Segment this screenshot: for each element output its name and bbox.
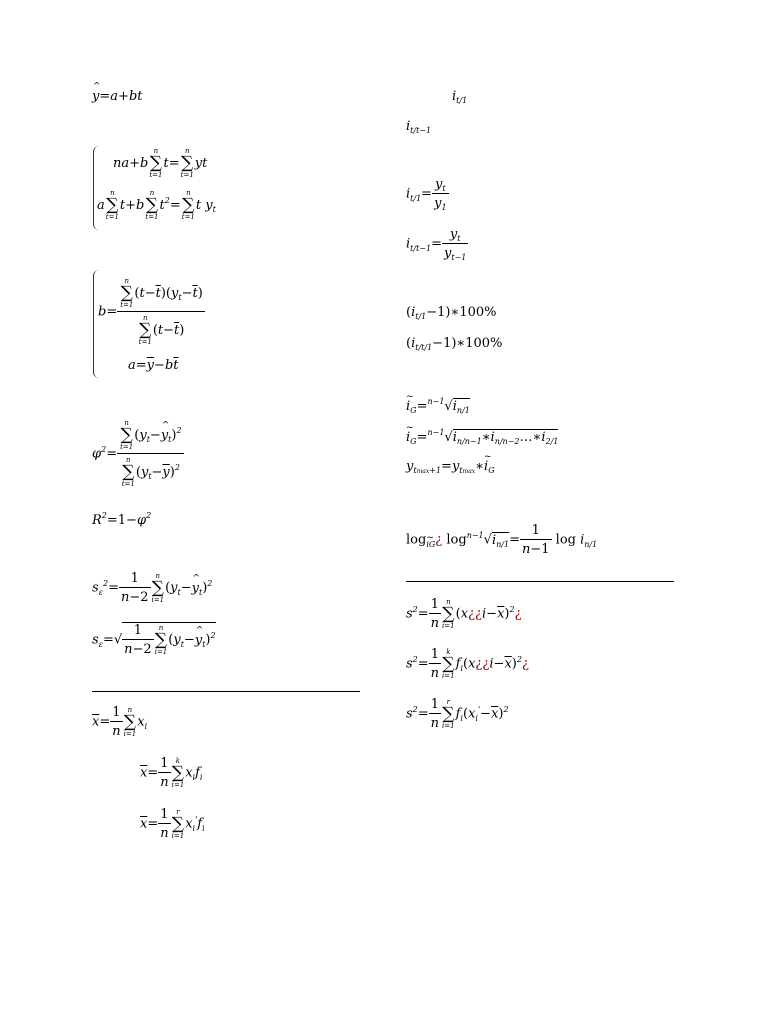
right-divider xyxy=(406,581,674,582)
chain-index-prev-label: $i_{t/t-1}$ xyxy=(406,119,432,135)
variance-formula-1: $s^2=$ $\frac{1}{n}$ n ∑ i=1 $(x¿¿i-\overline{x})^2¿$ xyxy=(406,597,522,631)
geom-mean-formula-2: ~ $i_G=^{n-1}√i_{n/n-1}∗i_{n/n-2}\dots∗i_{2/1}$ xyxy=(406,429,558,444)
forecast-formula: $y_{tmax+1}=y_{tmax}∗\sim$ $i_G$ xyxy=(406,460,495,473)
normal-equation-2: a n ∑ t=1 t+b n ∑ t=1 $t^2=$ n ∑ t=1 t $y_t$ xyxy=(97,189,216,221)
mean-simple-formula: $\overline{x}=$ $\frac{1}{n}$ n ∑ i=1 $x_i$ xyxy=(92,705,148,739)
variance-formula-3: $s^2=$ $\frac{1}{n}$ r ∑ i=1 $f_i(x_i'-\overline{x})^2$ xyxy=(406,697,509,731)
residual-variance-formula: $s_\varepsilon^2=$ $\frac{1}{n-2}$ n ∑ i=1 ($y_t-\^{}$ $y_t)^2$ xyxy=(92,572,212,604)
variance-formula-2: $s^2=$ $\frac{1}{n}$ k ∑ i=1 $f_i(x¿¿i-\overline{x})^2¿$ xyxy=(406,647,529,681)
percent-chain-formula: $(i_{t/t/1}-1)∗100\%$ xyxy=(406,336,503,352)
regression-line-formula: ^ y=a+bt xyxy=(92,90,142,103)
geom-mean-formula-1: ~ $i_G=^{n-1}√i_{n/1}$ xyxy=(406,398,470,413)
percent-base-formula: $(i_{t/1}-1)∗100\%$ xyxy=(406,305,497,321)
log-formula: log~ $_{iG}$¿ $\log^{n-1}√i_{n/1}=$ $\frac{1}{n-1}$ $\log i_{n/1}$ xyxy=(406,524,597,556)
left-divider xyxy=(92,691,360,692)
mean-weighted-formula: $\overline{x}=$ $\frac{1}{n}$ k ∑ i=1 $x_if_i$ xyxy=(140,756,203,790)
phi-squared-formula: $\varphi^2=$ n ∑ t=1 ($y_t-\^{}$ $y_t)^2$ n ∑ t=1 $(y_t-\overline{y})^2$ xyxy=(92,420,184,488)
coefficient-a-formula: $a=\overline{y}-b\overline{t}$ xyxy=(128,358,179,373)
chain-index-label: $i_{t/1}$ xyxy=(452,89,468,105)
residual-std-formula: $s_\varepsilon=√$ $\frac{1}{n-2}$ n ∑ i=1 ($y_t-\^{}$ $y_t)^2$ xyxy=(92,622,216,656)
normal-equation-1: na+b n ∑ t=1 t= n ∑ t=1 yt xyxy=(113,147,208,179)
coefficient-b-formula: b= n ∑ t=1 $(t-\overline{t})(y_t-\overline{t})$ n ∑ t=1 $(t-\overline{t})$ xyxy=(98,277,203,346)
chain-index-formula: $i_{t/t-1}=$ $\frac{y_t}{y_{t-1}}$ xyxy=(406,227,467,262)
mean-grouped-formula: $\overline{x}=$ $\frac{1}{n}$ r ∑ i=1 $x_i'f_i$ xyxy=(140,807,205,841)
base-index-formula: $i_{t/1}=$ $\frac{y_t}{y_1}$ xyxy=(406,177,447,212)
r-squared-formula: $R^2=1-\varphi^2$ xyxy=(92,511,152,528)
